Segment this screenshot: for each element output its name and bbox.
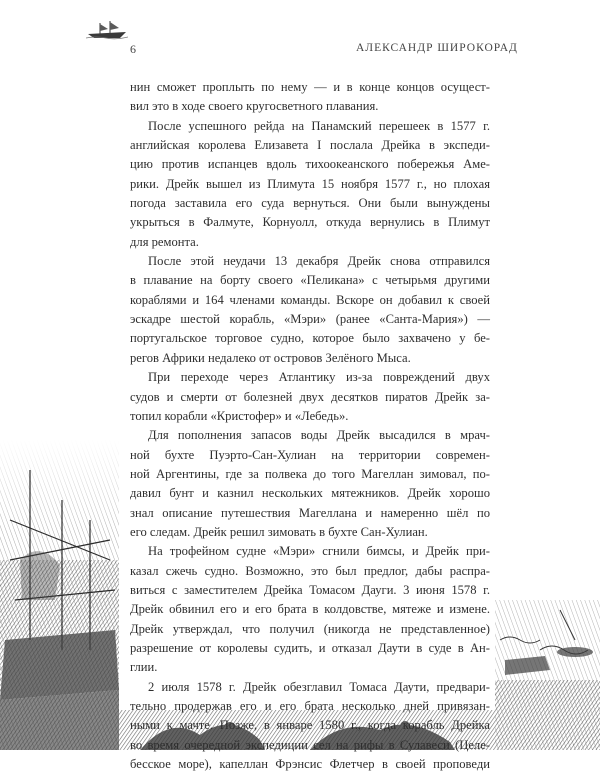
- text-line: Дрейк утверждал, что получил (никогда не представленное): [130, 621, 490, 636]
- ship-icon: [86, 20, 128, 40]
- text-line: английская королева Елизавета I послала Дрейка в экспеди-: [130, 138, 490, 153]
- text-line: давил бунт и казнил нескольких мятежников. Дрейк хорошо: [130, 486, 490, 501]
- body-text: [130, 78, 490, 774]
- text-line: ной бухте Пуэрто-Сан-Хулиан на территории современ-: [130, 447, 490, 462]
- text-line: тельно продержав его и его брата несколько дней привязан-: [130, 699, 490, 713]
- text-line: казал сжечь судно. Возможно, это был предлог, дабы распра-: [130, 563, 490, 578]
- running-head: АЛЕКСАНДР ШИРОКОРАД: [356, 42, 518, 54]
- text-line: для ремонта.: [130, 234, 199, 249]
- text-column: [119, 70, 495, 772]
- text-line: глии.: [130, 660, 158, 675]
- text-line: виться с заместителем Дрейка Томасом Дауги. 3 июня 1578 г.: [130, 582, 490, 597]
- text-line: цию против испанцев вдоль тихоокеанского побережья Аме-: [130, 157, 490, 172]
- text-line: рики. Дрейк вышел из Плимута 15 ноября 1577 г., но плохая: [130, 176, 490, 191]
- text-line: во время очередной экспедиции сел на рифы в Сулавеси (Целе-: [130, 737, 490, 752]
- text-line: При переходе через Атлантику из-за повреждений двух: [148, 370, 490, 385]
- text-line: регов Африки недалеко от островов Зелёного Мыса.: [130, 350, 411, 365]
- text-line: укрыться в Фалмуте, Корнуолл, откуда вернулись в Плимут: [130, 215, 490, 230]
- text-line: На трофейном судне «Мэри» сгнили бимсы, и Дрейк при-: [148, 544, 490, 559]
- text-line: После успешного рейда на Панамский перешеек в 1577 г.: [148, 118, 490, 133]
- text-line: португальское торговое судно, которое было захвачено у бе-: [130, 331, 490, 346]
- text-line: Для пополнения запасов воды Дрейк высадился в мрач-: [148, 428, 490, 443]
- text-line: ными к мачте. Позже, в январе 1580 г., когда корабль Дрейка: [130, 718, 490, 733]
- text-line: вил это в ходе своего кругосветного плавания.: [130, 99, 379, 114]
- text-line: разрешение от королевы судить, и отказал Даути в суде в Ан-: [130, 640, 490, 655]
- text-line: в плавание на борту своего «Пеликана» с четырьмя другими: [130, 273, 490, 288]
- text-line: его следам. Дрейк решил зимовать в бухте Сан-Хулиан.: [130, 524, 428, 539]
- text-line: погода заставила его суда вернуться. Они были вынуждены: [130, 196, 490, 211]
- text-line: нин сможет проплыть по нему — и в конце концов осущест-: [130, 80, 490, 94]
- page-number: 6: [130, 42, 136, 56]
- text-line: эскадре шестой корабль, «Мэри» (ранее «Санта-Мария») —: [130, 312, 490, 327]
- text-line: бесское море), капеллан Фрэнсис Флетчер в своей проповеди: [130, 757, 490, 772]
- text-line: ной Аргентины, где за полвека до того Магеллан зимовал, по-: [130, 466, 490, 481]
- text-line: Дрейк обвинил его и его брата в колдовстве, мятеже и измене.: [130, 602, 490, 617]
- text-line: кораблями и 164 членами команды. Вскоре он добавил к своей: [130, 292, 490, 307]
- text-line: знал описание путешествия Магеллана и намеренно шёл по: [130, 505, 490, 520]
- text-line: 2 июля 1578 г. Дрейк обезглавил Томаса Даути, предвари-: [148, 679, 490, 694]
- text-line: судов и смерти от болезней двух десятков пиратов Дрейк за-: [130, 389, 490, 404]
- text-line: топил корабли «Кристофер» и «Лебедь».: [130, 408, 349, 423]
- text-line: После этой неудачи 13 декабря Дрейк снова отправился: [148, 254, 490, 269]
